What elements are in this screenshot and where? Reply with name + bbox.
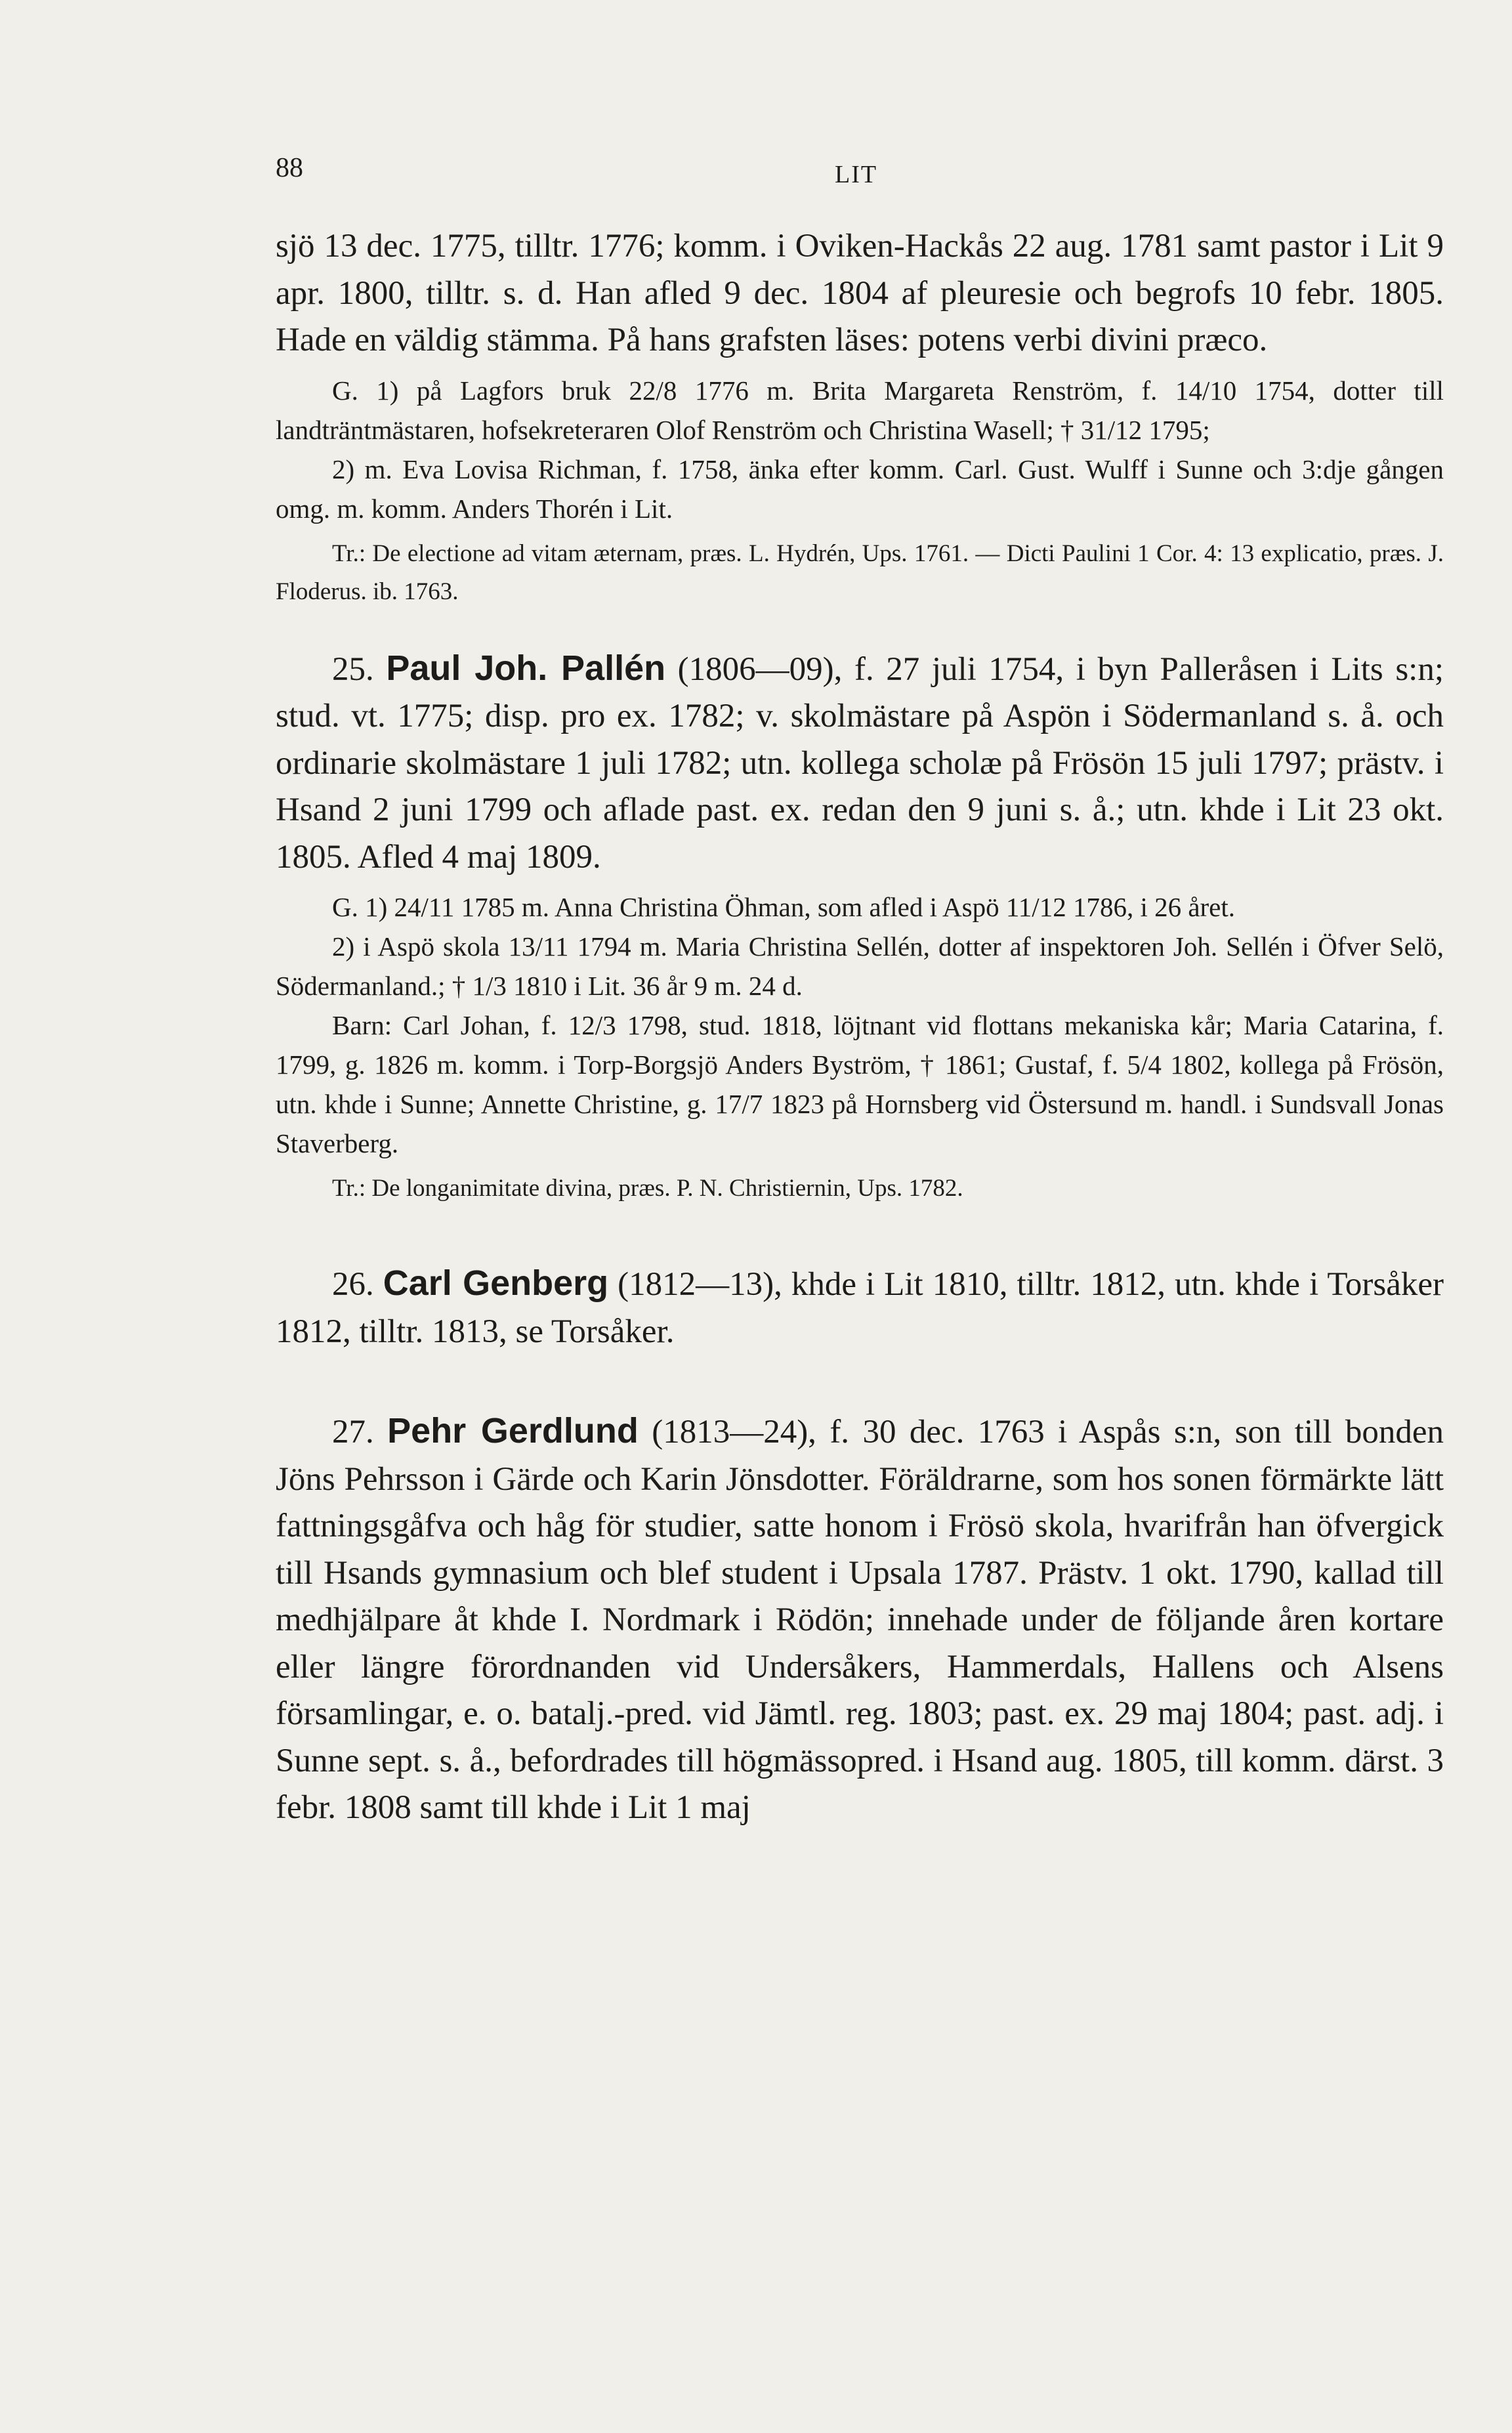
entry-26-text: (1812—13), khde i Lit 1810, tilltr. 1812, utn. khde i Torsåker 1812, tilltr. 1813, se Torsåker.	[276, 1266, 1444, 1350]
page-number: 88	[276, 153, 303, 183]
entry-25-name: Paul Joh. Pallén	[386, 648, 666, 688]
page-header	[276, 152, 1444, 192]
paragraph-continued: sjö 13 dec. 1775, tilltr. 1776; komm. i Oviken-Hackås 22 aug. 1781 samt pastor i Lit 9 apr. 1800, tilltr. s. d. Han afled 9 dec. 1804 af pleuresie och begrofs 10 febr. 1805. Hade en väldig stämma. På hans grafsten läses: potens verbi divini præco.	[276, 228, 1444, 358]
entry-25-marriage-1: G. 1) 24/11 1785 m. Anna Christina Öhman, som afled i Aspö 11/12 1786, i 26 året.	[332, 892, 1236, 922]
entry-27-text: (1813—24), f. 30 dec. 1763 i Aspås s:n, son till bonden Jöns Pehrsson i Gärde och Karin Jönsdotter. Föräldrarne, som hos sonen förmärkte lätt fattningsgåfva och håg för studier, satte honom i Frösö skola, hvarifrån han öfvergick till Hsands gymnasium och blef student i Upsala 1787. Prästv. 1 okt. 1790, kallad till medhjälpare åt khde I. Nordmark i Rödön; innehade under de följande åren kortare eller längre förordnanden vid Undersåkers, Hammerdals, Hallens och Alsens församlingar, e. o. batalj.-pred. vid Jämtl. reg. 1803; past. ex. 29 maj 1804; past. adj. i Sunne sept. s. å., befordrades till högmässopred. i Hsand aug. 1805, till komm. därst. 3 febr. 1808 samt till khde i Lit 1 maj	[276, 1414, 1444, 1826]
marriage-note-2: 2) m. Eva Lovisa Richman, f. 1758, änka efter komm. Carl. Gust. Wulff i Sunne och 3:dje gången omg. m. komm. Anders Thorén i Lit.	[276, 454, 1444, 524]
entry-27	[276, 1408, 1444, 1832]
entry-27-name: Pehr Gerdlund	[387, 1411, 639, 1450]
running-title: LIT	[835, 161, 878, 188]
entry-26-number: 26.	[332, 1266, 374, 1303]
entry-25-marriage-2: 2) i Aspö skola 13/11 1794 m. Maria Christina Sellén, dotter af inspektoren Joh. Sellén i Öfver Selö, Södermanland.; † 1/3 1810 i Lit. 36 år 9 m. 24 d.	[276, 931, 1444, 1001]
entry-25-print-works: Tr.: De longanimitate divina, præs. P. N. Christiernin, Ups. 1782.	[332, 1175, 963, 1202]
entry-25-children: Barn: Carl Johan, f. 12/3 1798, stud. 1818, löjtnant vid flottans mekaniska kår; Maria Catarina, f. 1799, g. 1826 m. komm. i Torp-Borgsjö Anders Byström, † 1861; Gustaf, f. 5/4 1802, kollega på Frösön, utn. khde i Sunne; Annette Christine, g. 17/7 1823 på Hornsberg vid Östersund m. handl. i Sundsvall Jonas Staverberg.	[276, 1010, 1444, 1158]
page-content	[276, 223, 1444, 1832]
print-works-note: Tr.: De electione ad vitam æternam, præs. L. Hydrén, Ups. 1761. — Dicti Paulini 1 Cor. 4: 13 explicatio, præs. J. Floderus. ib. 1763.	[276, 539, 1444, 605]
entry-27-number: 27.	[332, 1414, 374, 1450]
entry-25-number: 25.	[332, 650, 374, 688]
entry-26-name: Carl Genberg	[383, 1263, 609, 1303]
entry-26	[276, 1260, 1444, 1355]
marriage-note-1: G. 1) på Lagfors bruk 22/8 1776 m. Brita Margareta Renström, f. 14/10 1754, dotter till landträntmästaren, hofsekreteraren Olof Renström och Christina Wasell; † 31/12 1795;	[276, 375, 1444, 445]
entry-25	[276, 645, 1444, 881]
entry-25-text: (1806—09), f. 27 juli 1754, i byn Palleråsen i Lits s:n; stud. vt. 1775; disp. pro ex. 1782; v. skolmästare på Aspön i Södermanland s. å. och ordinarie skolmästare 1 juli 1782; utn. kollega scholæ på Frösön 15 juli 1797; prästv. i Hsand 2 juni 1799 och aflade past. ex. redan den 9 juni s. å.; utn. khde i Lit 23 okt. 1805. Afled 4 maj 1809.	[276, 650, 1444, 876]
